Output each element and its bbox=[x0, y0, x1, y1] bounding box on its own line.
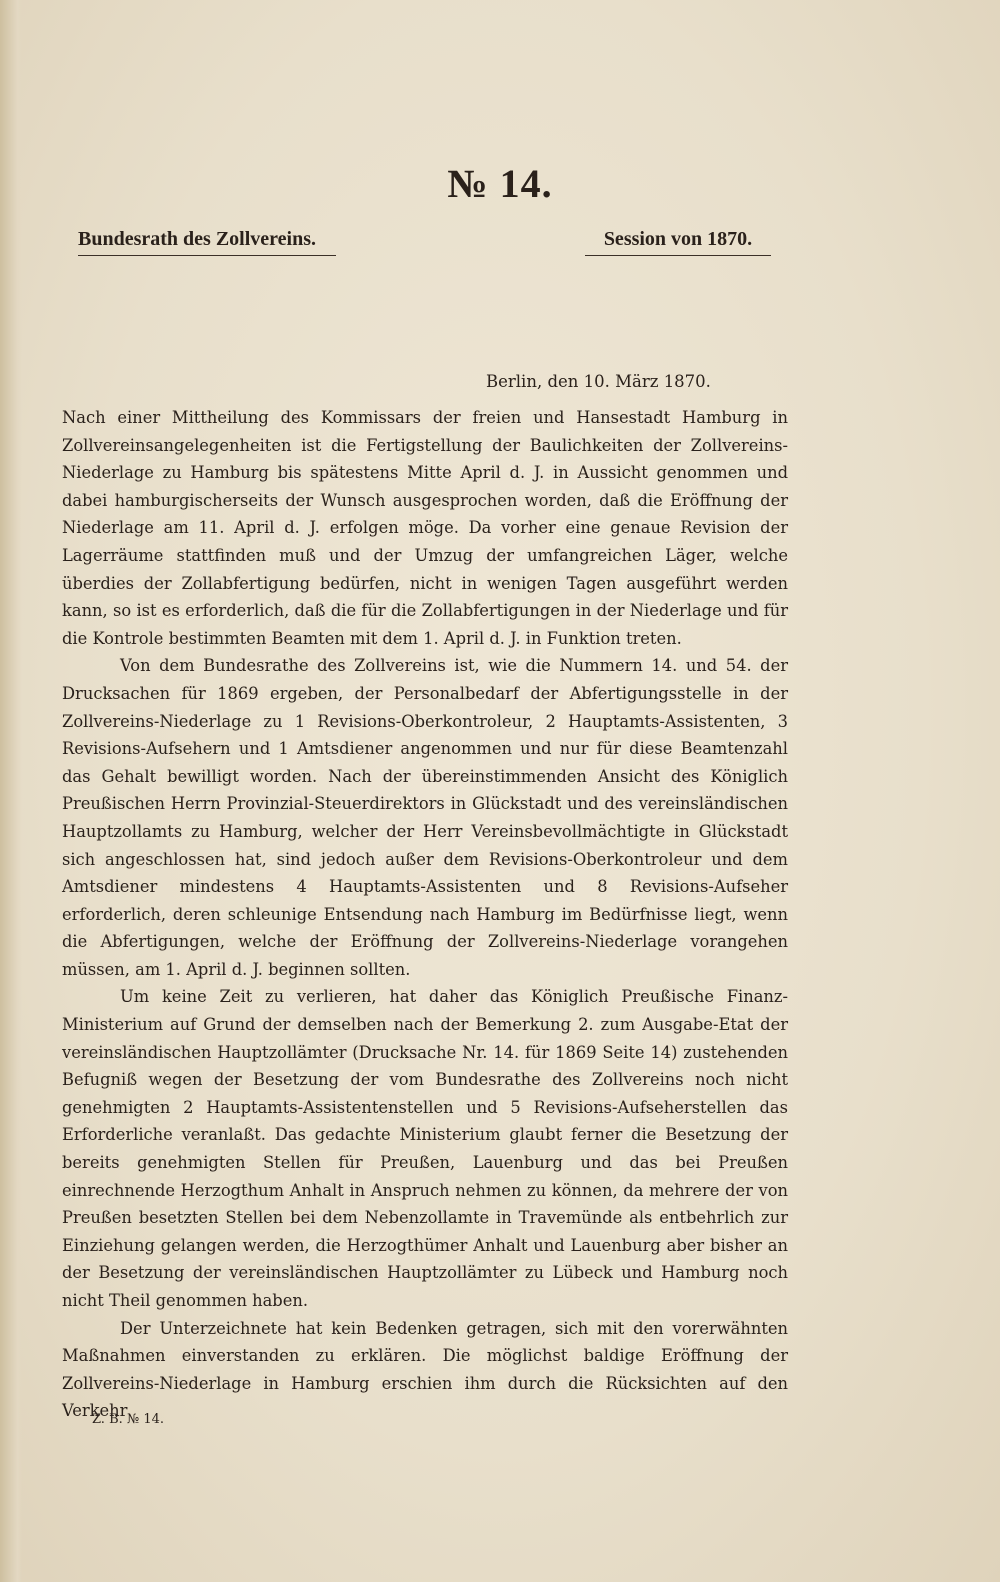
header-right: Session von 1870. bbox=[585, 228, 771, 256]
page-edge-shadow bbox=[0, 0, 22, 1582]
footer-signature: Z. B. № 14. bbox=[92, 1412, 164, 1427]
dateline: Berlin, den 10. März 1870. bbox=[486, 372, 711, 391]
paragraph-2: Von dem Bundesrathe des Zollvereins ist, wie die Nummern 14. und 54. der Drucksachen für 1869 ergeben, der Personalbedarf der Abfertigungsstelle in der Zollvereins-Niederlage zu 1 Revisions-Oberkontroleur, 2 Hauptamts-Assistenten, 3 Revisions-Aufsehern und 1 Amtsdiener angenommen und nur für diese Beamtenzahl das Gehalt bewilligt worden. Nach der übereinstimmenden Ansicht des Königlich Preußischen Herrn Provinzial-Steuerdirektors in Glückstadt und des vereinsländischen Hauptzollamts zu Hamburg, welcher der Herr Vereinsbevollmächtigte in Glückstadt sich angeschlossen hat, sind jedoch außer dem Revisions-Oberkontroleur und dem Amtsdiener mindestens 4 Hauptamts-Assistenten und 8 Revisions-Aufseher erforderlich, deren schleunige Entsendung nach Hamburg im Bedürfnisse liegt, wenn die Abfertigungen, welche der Eröffnung der Zollvereins-Niederlage vorangehen müssen, am 1. April d. J. beginnen sollten. bbox=[62, 656, 788, 979]
paragraph-3: Um keine Zeit zu verlieren, hat daher das Königlich Preußische Finanz-Ministerium auf Grund der demselben nach der Bemerkung 2. zum Ausgabe-Etat der vereinsländischen Hauptzollämter (Drucksache Nr. 14. für 1869 Seite 14) zustehenden Befugniß wegen der Besetzung der vom Bundesrathe des Zollvereins noch nicht genehmigten 2 Hauptamts-Assistentenstellen und 5 Revisions-Aufseherstellen das Erforderliche veranlaßt. Das gedachte Ministerium glaubt ferner die Besetzung der bereits genehmigten Stellen für Preußen, Lauenburg und das bei Preußen einrechnende Herzogthum Anhalt in Anspruch nehmen zu können, da mehrere der von Preußen besetzten Stellen bei dem Nebenzollamte in Travemünde als entbehrlich zur Einziehung gelangen werden, die Herzogthümer Anhalt und Lauenburg aber bisher an der Besetzung der vereinsländischen Hauptzollämter zu Lübeck und Hamburg noch nicht Theil genommen haben. bbox=[62, 987, 788, 1310]
body-text bbox=[62, 404, 788, 1425]
header-left: Bundesrath des Zollvereins. bbox=[78, 228, 336, 256]
document-number: № 14. bbox=[447, 161, 553, 206]
paragraph-1: Nach einer Mittheilung des Kommissars der freien und Hansestadt Hamburg in Zollvereinsangelegenheiten ist die Fertigstellung der Baulichkeiten der Zollvereins-Niederlage zu Hamburg bis spätestens Mitte April d. J. in Aussicht genommen und dabei hamburgischerseits der Wunsch ausgesprochen worden, daß die Eröffnung der Niederlage am 11. April d. J. erfolgen möge. Da vorher eine genaue Revision der Lagerräume stattfinden muß und der Umzug der umfangreichen Läger, welche überdies der Zollabfertigung bedürfen, nicht in wenigen Tagen ausgeführt werden kann, so ist es erforderlich, daß die für die Zollabfertigungen in der Niederlage und für die Kontrole bestimmten Beamten mit dem 1. April d. J. in Funktion treten. bbox=[62, 408, 788, 648]
paragraph-4: Der Unterzeichnete hat kein Bedenken getragen, sich mit den vorerwähnten Maßnahmen einverstanden zu erklären. Die möglichst baldige Eröffnung der Zollvereins-Niederlage in Hamburg erschien ihm durch die Rücksichten auf den Verkehr bbox=[62, 1318, 788, 1421]
